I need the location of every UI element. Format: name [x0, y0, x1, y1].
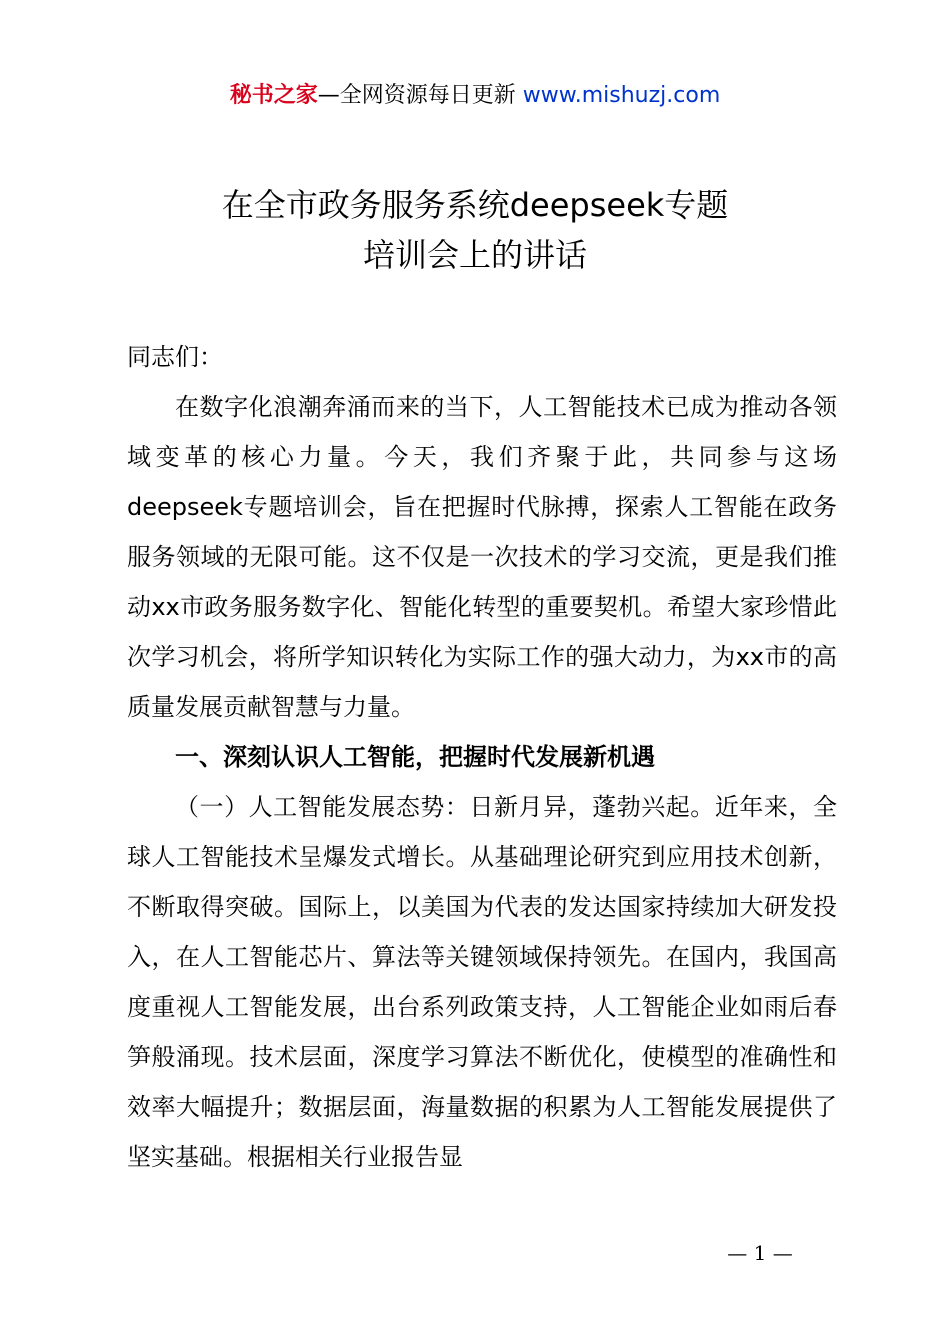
title-line-2: 培训会上的讲话: [362, 236, 587, 274]
document-body: [127, 332, 837, 1182]
document-title: [0, 180, 950, 280]
section-heading-1: 一、深刻认识人工智能，把握时代发展新机遇: [175, 743, 655, 771]
title-line-1: 在全市政务服务系统deepseek专题: [221, 186, 729, 224]
page-number: — 1 —: [727, 1241, 793, 1265]
site-brand: 秘书之家: [229, 83, 318, 108]
site-url-link[interactable]: www.mishuzj.com: [522, 83, 721, 108]
intro-paragraph: 在数字化浪潮奔涌而来的当下，人工智能技术已成为推动各领域变革的核心力量。今天，我们齐聚于此，共同参与这场deepseek专题培训会，旨在把握时代脉搏，探索人工智能在政务服务领域的无限可能。这不仅是一次技术的学习交流，更是我们推动xx市政务服务数字化、智能化转型的重要契机。希望大家珍惜此次学习机会，将所学知识转化为实际工作的强大动力，为xx市的高质量发展贡献智慧与力量。: [127, 393, 837, 721]
site-tagline: —全网资源每日更新: [317, 83, 516, 108]
section-1-paragraph: （一）人工智能发展态势：日新月异，蓬勃兴起。近年来，全球人工智能技术呈爆发式增长。从基础理论研究到应用技术创新，不断取得突破。国际上，以美国为代表的发达国家持续加大研发投入，在人工智能芯片、算法等关键领域保持领先。在国内，我国高度重视人工智能发展，出台系列政策支持，人工智能企业如雨后春笋般涌现。技术层面，深度学习算法不断优化，使模型的准确性和效率大幅提升；数据层面，海量数据的积累为人工智能发展提供了坚实基础。根据相关行业报告显: [127, 793, 837, 1171]
salutation: 同志们：: [127, 343, 223, 371]
site-header: [0, 80, 950, 112]
